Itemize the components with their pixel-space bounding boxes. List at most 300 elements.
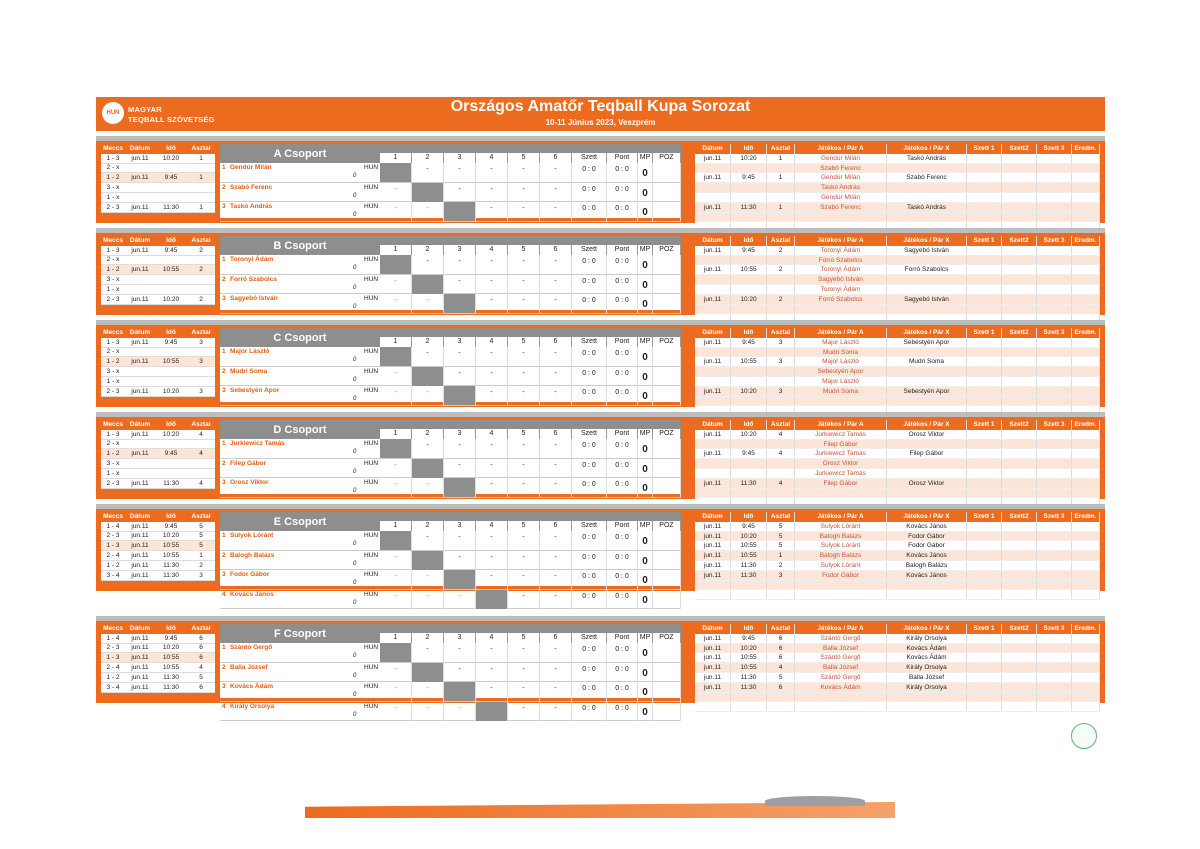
match-row (695, 154, 1100, 164)
schedule-header-ido: Idő (166, 421, 176, 429)
match-score-cell (1002, 387, 1037, 396)
match-cell-empty (1037, 305, 1072, 314)
match-header-jatekos_a: Játékos / Pár A (795, 328, 887, 338)
match-cell: Mudri Soma (887, 357, 967, 366)
result-cell: - (476, 459, 508, 478)
result-cell: - (476, 163, 508, 182)
match-score-cell (1072, 285, 1100, 294)
match-score-cell (1002, 561, 1037, 570)
player-number: 2 (222, 551, 226, 559)
result-cell: - (380, 202, 412, 221)
match-header-szett2: Szett2 (1002, 328, 1037, 338)
result-cell (444, 386, 476, 405)
match-cell: 3 (767, 571, 795, 580)
match-cell: jun.11 (695, 522, 731, 531)
schedule-cell: 2 - 3 (106, 532, 120, 540)
page-title: Országos Amatőr Teqball Kupa Sorozat (450, 98, 751, 115)
result-cell: - (540, 570, 572, 589)
match-cell-empty (795, 581, 887, 590)
pont-cell: 0 : 0 (607, 347, 638, 366)
match-cell: Sagyebó István (887, 295, 967, 304)
standings-col-header: MP (638, 521, 653, 531)
standings-col-header: 6 (540, 633, 572, 643)
schedule-row (101, 653, 215, 663)
match-score-cell (1072, 449, 1100, 458)
schedule-cell: 2 - 3 (106, 479, 120, 487)
match-score-cell (1037, 173, 1072, 182)
match-cell-empty (695, 590, 731, 599)
match-header-eredm: Eredm. (1072, 144, 1100, 154)
match-cell (767, 285, 795, 294)
match-header-asztal: Asztal (767, 624, 795, 634)
match-score-cell (1002, 203, 1037, 212)
mp-cell: 0 (638, 531, 653, 550)
match-cell: 9:45 (731, 246, 767, 255)
match-cell: Toronyi Ádám (795, 265, 887, 274)
match-row (695, 479, 1100, 489)
match-row (695, 663, 1100, 673)
match-cell: 10:55 (731, 653, 767, 662)
schedule-cell: jun.11 (131, 654, 149, 662)
match-row (695, 338, 1100, 348)
match-row (695, 551, 1100, 561)
schedule-cell: 4 (199, 479, 203, 487)
result-cell: - (540, 551, 572, 570)
schedule-cell: 2 (199, 561, 203, 569)
schedule-header-datum: Dátum (129, 329, 151, 337)
schedule-cell: 6 (199, 683, 203, 691)
match-score-cell (967, 663, 1002, 672)
match-score-cell (1037, 634, 1072, 643)
match-row-empty (695, 590, 1100, 600)
player-name: Fodor Gábor (230, 571, 270, 578)
schedule-cell: 9:45 (164, 174, 178, 182)
result-cell: - (508, 459, 540, 478)
match-table (695, 144, 1100, 232)
group-3 (96, 412, 1105, 499)
match-row (695, 285, 1100, 295)
standings-col-header: MP (638, 429, 653, 439)
standings-col-header: 6 (540, 245, 572, 255)
match-cell-empty (731, 489, 767, 498)
match-score-cell (1037, 246, 1072, 255)
schedule-cell: 1 (199, 154, 203, 162)
match-row (695, 653, 1100, 663)
schedule-cell: jun.11 (131, 295, 149, 303)
match-cell: Balla József (887, 673, 967, 682)
match-score-cell (967, 338, 1002, 347)
match-row (695, 683, 1100, 693)
player-name: Major László (230, 348, 270, 355)
match-cell-empty (795, 489, 887, 498)
schedule-cell: jun.11 (131, 522, 149, 530)
match-score-cell (1002, 663, 1037, 672)
player-number: 3 (222, 571, 226, 578)
result-cell: - (412, 702, 444, 721)
schedule-row (101, 275, 215, 285)
match-cell-empty (967, 489, 1002, 498)
match-header-datum: Dátum (695, 328, 731, 338)
match-score-cell (1002, 430, 1037, 439)
match-cell-empty (1002, 590, 1037, 599)
match-row (695, 183, 1100, 193)
match-score-cell (1072, 193, 1100, 202)
schedule-row (101, 338, 215, 348)
group-2 (96, 320, 1105, 407)
match-score-cell (967, 561, 1002, 570)
schedule-cell: 11:30 (163, 203, 179, 211)
match-header-ido: Idő (731, 328, 767, 338)
mp-cell: 0 (638, 202, 653, 221)
mp-cell: 0 (638, 439, 653, 458)
match-cell: Filep Gábor (887, 449, 967, 458)
match-cell-empty (731, 590, 767, 599)
mp-cell: 0 (638, 386, 653, 405)
match-header-ido: Idő (731, 236, 767, 246)
match-row (695, 440, 1100, 450)
match-cell-empty (731, 397, 767, 406)
result-cell: - (380, 294, 412, 313)
poz-cell (653, 570, 681, 589)
match-score-cell (967, 440, 1002, 449)
pont-cell: 0 : 0 (607, 255, 638, 274)
match-score-cell (1072, 479, 1100, 488)
schedule-cell: 10:20 (162, 644, 180, 652)
standings-col-header: 3 (444, 429, 476, 439)
schedule-header (101, 624, 215, 634)
schedule-row (101, 479, 215, 489)
player-number: 3 (222, 295, 226, 302)
szett-cell: 0 : 0 (572, 702, 607, 721)
match-score-cell (1002, 653, 1037, 662)
match-score-cell (1002, 459, 1037, 468)
match-cell: Balogh Balázs (795, 532, 887, 541)
result-cell: - (412, 347, 444, 366)
schedule-cell: jun.11 (131, 634, 149, 642)
match-score-cell (1037, 469, 1072, 478)
player-zero: 0 (353, 192, 357, 199)
player-row (220, 275, 681, 295)
match-score-cell (967, 541, 1002, 550)
match-cell-empty (767, 590, 795, 599)
mp-cell: 0 (638, 183, 653, 202)
match-score-cell (1002, 265, 1037, 274)
match-cell-empty (695, 693, 731, 702)
match-cell: Filep Gábor (795, 440, 887, 449)
match-cell: 10:20 (731, 154, 767, 163)
match-cell-empty (1037, 693, 1072, 702)
match-score-cell (967, 285, 1002, 294)
match-cell: Balla József (795, 663, 887, 672)
schedule-cell: jun.11 (131, 387, 149, 395)
schedule-cell: jun.11 (131, 266, 149, 274)
match-cell-empty (1072, 702, 1100, 711)
match-score-cell (1072, 644, 1100, 653)
player-name: Szabó Ferenc (230, 183, 273, 191)
standings-col-header: Pont (607, 337, 638, 347)
player-nation: HUN (364, 663, 379, 671)
match-score-cell (1037, 522, 1072, 531)
standings-col-header: 4 (476, 521, 508, 531)
match-score-cell (1002, 285, 1037, 294)
match-score-cell (1072, 653, 1100, 662)
match-cell: Kovács Ádám (887, 644, 967, 653)
match-header-asztal: Asztal (767, 512, 795, 522)
player-number: 1 (222, 440, 226, 447)
match-row-empty (695, 489, 1100, 499)
standings-table (220, 420, 681, 494)
result-cell: - (508, 439, 540, 458)
schedule-cell: jun.11 (131, 532, 149, 540)
player-nation: HUN (364, 295, 379, 302)
match-score-cell (1002, 644, 1037, 653)
player-nation: HUN (364, 571, 379, 578)
pont-cell: 0 : 0 (607, 294, 638, 313)
schedule-cell: 3 (199, 387, 203, 395)
szett-cell: 0 : 0 (572, 386, 607, 405)
mp-cell: 0 (638, 294, 653, 313)
logo-line2: TEQBALL SZÖVETSÉG (128, 115, 215, 124)
standings-col-header: Szett (572, 429, 607, 439)
match-score-cell (1072, 275, 1100, 284)
match-cell: Szántó Gergő (795, 634, 887, 643)
match-row (695, 357, 1100, 367)
schedule-cell: jun.11 (131, 430, 149, 438)
match-score-cell (1072, 634, 1100, 643)
player-row (220, 459, 681, 479)
pont-cell: 0 : 0 (607, 183, 638, 202)
player-zero: 0 (353, 304, 357, 310)
match-cell: Jurkiewicz Tamás (795, 430, 887, 439)
schedule-header-ido: Idő (166, 145, 176, 153)
schedule-header-datum: Dátum (129, 513, 151, 521)
result-cell: - (540, 202, 572, 221)
match-score-cell (1002, 348, 1037, 357)
player-name: Gendúr Milán (230, 164, 272, 171)
schedule-header-asztal: Asztal (191, 625, 211, 633)
logo-mark-icon: HUN (102, 102, 124, 124)
schedule-header-ido: Idő (166, 237, 176, 245)
match-cell (695, 440, 731, 449)
result-cell (380, 439, 412, 458)
schedule-header-asztal: Asztal (191, 145, 211, 153)
match-cell: 11:30 (731, 561, 767, 570)
match-score-cell (1002, 338, 1037, 347)
player-zero: 0 (353, 173, 357, 179)
schedule-cell: 1 (199, 552, 203, 560)
schedule-header-meccs: Meccs (103, 421, 123, 429)
schedule-cell: 2 - 3 (106, 295, 120, 303)
match-cell: Király Orsolya (887, 663, 967, 672)
standings-col-header: Pont (607, 429, 638, 439)
pont-cell: 0 : 0 (607, 163, 638, 182)
match-score-cell (1002, 357, 1037, 366)
schedule-cell: 5 (199, 532, 203, 540)
match-cell-empty (767, 581, 795, 590)
match-cell (731, 256, 767, 265)
match-cell-empty (695, 581, 731, 590)
player-number: 4 (222, 590, 226, 598)
match-cell (695, 164, 731, 173)
poz-cell (653, 682, 681, 701)
group-4 (96, 504, 1105, 606)
match-score-cell (1002, 183, 1037, 192)
match-row (695, 449, 1100, 459)
match-cell: Balogh Balázs (887, 561, 967, 570)
match-cell: jun.11 (695, 387, 731, 396)
match-cell (887, 164, 967, 173)
match-score-cell (967, 551, 1002, 560)
match-cell (887, 183, 967, 192)
match-cell-empty (1002, 702, 1037, 711)
player-nation: HUN (364, 256, 379, 263)
schedule-row (101, 673, 215, 683)
player-row (220, 643, 681, 663)
result-cell: - (540, 478, 572, 497)
match-cell (731, 440, 767, 449)
match-score-cell (1072, 377, 1100, 386)
schedule-cell: 9:45 (164, 450, 178, 458)
match-row (695, 256, 1100, 266)
match-table (695, 420, 1100, 508)
match-cell (767, 183, 795, 192)
player-number: 2 (222, 663, 226, 671)
match-score-cell (1037, 387, 1072, 396)
match-header (695, 328, 1100, 338)
match-score-cell (1037, 164, 1072, 173)
player-nation: HUN (364, 203, 379, 210)
schedule-cell: 1 - 2 (106, 673, 120, 681)
schedule-cell: 11:30 (163, 561, 179, 569)
player-row (220, 702, 681, 722)
match-cell: Fodor Gábor (887, 541, 967, 550)
mp-cell: 0 (638, 163, 653, 182)
player-zero: 0 (353, 580, 357, 586)
match-cell: Gendúr Milán (795, 173, 887, 182)
schedule-cell: jun.11 (131, 673, 149, 681)
schedule-cell: 1 - x (106, 377, 120, 385)
match-score-cell (967, 469, 1002, 478)
standings-col-header: 3 (444, 521, 476, 531)
mp-cell: 0 (638, 663, 653, 682)
result-cell: - (508, 202, 540, 221)
match-header-datum: Dátum (695, 624, 731, 634)
standings-col-header: 5 (508, 245, 540, 255)
match-score-cell (967, 173, 1002, 182)
match-score-cell (967, 295, 1002, 304)
match-cell: jun.11 (695, 338, 731, 347)
match-header (695, 512, 1100, 522)
result-cell (444, 478, 476, 497)
result-cell: - (476, 478, 508, 497)
match-cell: 3 (767, 387, 795, 396)
match-cell (695, 256, 731, 265)
result-cell: - (412, 386, 444, 405)
match-cell-empty (731, 581, 767, 590)
match-score-cell (1037, 571, 1072, 580)
result-cell: - (508, 478, 540, 497)
match-header-jatekos_a: Játékos / Pár A (795, 512, 887, 522)
match-score-cell (967, 256, 1002, 265)
match-score-cell (967, 449, 1002, 458)
schedule-row (101, 246, 215, 256)
result-cell: - (476, 367, 508, 386)
player-name: Mudri Soma (230, 367, 268, 375)
result-cell: - (540, 682, 572, 701)
szett-cell: 0 : 0 (572, 459, 607, 478)
match-cell-empty (1037, 581, 1072, 590)
szett-cell: 0 : 0 (572, 531, 607, 550)
result-cell: - (444, 367, 476, 386)
match-score-cell (1037, 449, 1072, 458)
schedule-cell: 1 - 2 (106, 450, 120, 458)
result-cell (444, 570, 476, 589)
player-zero: 0 (353, 396, 357, 402)
standings-col-header: 4 (476, 429, 508, 439)
match-header-szett1: Szett 1 (967, 624, 1002, 634)
match-score-cell (1002, 275, 1037, 284)
match-cell-empty (731, 693, 767, 702)
szett-cell: 0 : 0 (572, 367, 607, 386)
match-header-ido: Idő (731, 624, 767, 634)
poz-cell (653, 663, 681, 682)
player-row (220, 294, 681, 314)
szett-cell: 0 : 0 (572, 643, 607, 662)
match-score-cell (1002, 295, 1037, 304)
schedule-cell: 4 (199, 664, 203, 672)
match-cell: 1 (767, 154, 795, 163)
match-cell (731, 348, 767, 357)
player-zero: 0 (353, 599, 357, 606)
match-cell: Sebestyén Apor (887, 387, 967, 396)
group-title: C Csoport (220, 328, 380, 347)
player-row (220, 551, 681, 571)
pont-cell: 0 : 0 (607, 663, 638, 682)
match-cell-empty (1072, 590, 1100, 599)
schedule-cell: 10:55 (162, 552, 180, 560)
schedule-cell: 4 (199, 450, 203, 458)
match-cell: jun.11 (695, 683, 731, 692)
poz-cell (653, 183, 681, 202)
player-name: Toronyi Ádám (230, 256, 274, 263)
result-cell: - (380, 275, 412, 294)
schedule-cell: jun.11 (131, 450, 149, 458)
player-name: Szántó Gergő (230, 644, 273, 651)
result-cell: - (380, 551, 412, 570)
match-cell: jun.11 (695, 295, 731, 304)
match-row (695, 634, 1100, 644)
result-cell (476, 702, 508, 721)
match-score-cell (1002, 469, 1037, 478)
match-cell: Gendúr Milán (795, 193, 887, 202)
match-row-empty (695, 213, 1100, 223)
match-header-datum: Dátum (695, 144, 731, 154)
match-cell: Király Orsolya (887, 683, 967, 692)
match-score-cell (1037, 683, 1072, 692)
pont-cell: 0 : 0 (607, 386, 638, 405)
schedule-cell: jun.11 (131, 552, 149, 560)
match-score-cell (1037, 265, 1072, 274)
pont-cell: 0 : 0 (607, 478, 638, 497)
schedule-cell: jun.11 (131, 542, 149, 550)
match-cell: 5 (767, 673, 795, 682)
match-cell-empty (731, 305, 767, 314)
schedule-cell: 11:30 (163, 683, 179, 691)
match-cell: 1 (767, 203, 795, 212)
match-cell: Major László (795, 338, 887, 347)
match-score-cell (1002, 449, 1037, 458)
standings-col-header: 6 (540, 521, 572, 531)
